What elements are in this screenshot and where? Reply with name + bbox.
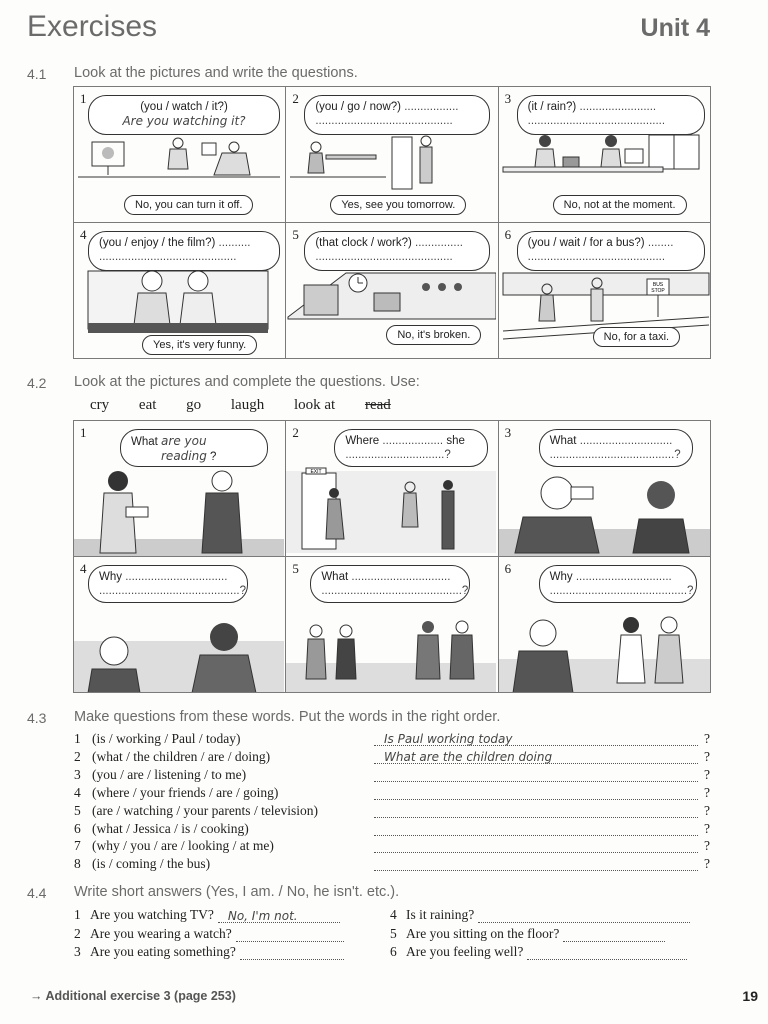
answer-bubble: Yes, it's very funny.	[142, 335, 257, 355]
question-start: Why	[99, 571, 122, 583]
panel-number: 4	[80, 227, 87, 242]
answer-field[interactable]	[374, 803, 698, 818]
panel-4-2-1	[74, 421, 285, 556]
question-bubble	[120, 429, 268, 467]
prompt: (that clock / work?)	[315, 237, 412, 249]
question-mark: ?	[704, 731, 710, 746]
word-list: (what / Jessica / is / cooking)	[92, 820, 249, 836]
answer-line: .............................	[579, 435, 673, 447]
question-end: ?	[687, 585, 694, 598]
panel-4-2-3	[499, 421, 710, 556]
answer-line: ...............................	[351, 571, 451, 583]
answer-bubble: No, not at the moment.	[553, 195, 687, 215]
answer-line-2: ...............................?	[345, 449, 451, 462]
question-text: Is it raining?	[406, 907, 475, 922]
exercise-4-4-instruction: Write short answers (Yes, I am. / No, he isn't. etc.).	[74, 884, 400, 900]
short-answer-item	[74, 944, 344, 960]
word-laugh: laugh	[230, 397, 265, 413]
word-list: (is / working / Paul / today)	[92, 731, 241, 746]
handwritten-answer: are you	[161, 434, 207, 448]
short-answer-item	[74, 907, 340, 923]
question-row	[74, 856, 710, 874]
exit-sign-text: EXIT	[310, 469, 322, 475]
handwritten-answer: No, I'm not.	[227, 909, 298, 923]
answer-field[interactable]	[374, 856, 698, 871]
scene-illustration	[286, 133, 496, 195]
question-start: Where	[345, 435, 380, 447]
answer-field[interactable]	[527, 946, 687, 960]
panel-4-2-5	[286, 557, 497, 692]
panel-4-1-1	[74, 87, 285, 222]
panel-number: 1	[80, 425, 87, 440]
handwritten-answer: Are you watching it?	[122, 114, 246, 129]
answer-field[interactable]	[478, 909, 690, 923]
bus-stop-sign-text-2: STOP	[650, 288, 665, 294]
answer-line: ........................	[579, 101, 657, 113]
question-text: Are you watching TV?	[90, 907, 214, 922]
answer-line-2: ...........................................?	[549, 585, 694, 598]
question-text: Are you sitting on the floor?	[406, 925, 560, 941]
question-end: ?	[444, 449, 451, 462]
item-number: 5	[74, 802, 81, 818]
answer-field[interactable]	[236, 928, 344, 942]
word-box	[90, 397, 417, 414]
question-row	[74, 785, 710, 803]
answer-field[interactable]	[374, 767, 698, 782]
panel-number: 3	[504, 425, 512, 440]
short-answer-item	[390, 926, 665, 942]
scene-illustration	[74, 603, 284, 692]
scene-illustration	[499, 133, 710, 195]
question-bubble	[334, 429, 488, 467]
answer-field[interactable]	[240, 946, 344, 960]
question-mark: ?	[704, 802, 710, 818]
answer-field[interactable]	[218, 909, 340, 923]
page-title: Exercises	[27, 10, 158, 43]
question-start: What	[549, 435, 577, 447]
short-answer-item	[390, 907, 690, 923]
question-row	[74, 821, 710, 839]
item-number: 1	[74, 731, 81, 746]
panel-4-1-4	[74, 223, 285, 358]
panel-4-2-4	[74, 557, 285, 692]
short-answer-item	[390, 944, 687, 960]
answer-line-2: ...........................................	[99, 251, 237, 264]
item-number: 4	[74, 784, 81, 800]
answer-line-2: ...........................................	[527, 251, 666, 264]
word-list: (you / are / listening / to me)	[92, 766, 247, 782]
prompt: (you / watch / it?)	[140, 101, 228, 113]
question-text: Are you eating something?	[90, 944, 236, 959]
answer-line-2: ...........................................	[315, 251, 453, 264]
question-bubble	[304, 95, 490, 135]
question-mark: ?	[704, 784, 710, 800]
answer-line-2: ...........................................	[527, 115, 666, 128]
question-row	[74, 838, 710, 856]
question-mark: ?	[704, 748, 710, 764]
question-row	[74, 767, 710, 785]
answer-line: ........	[647, 237, 674, 249]
scene-illustration	[499, 467, 710, 556]
panel-number: 5	[292, 561, 299, 576]
answer-line: ...................	[382, 435, 444, 447]
word-look-at: look at	[293, 397, 336, 413]
item-number: 8	[74, 856, 81, 872]
panel-4-2-6	[499, 557, 710, 692]
word-eat: eat	[138, 397, 157, 413]
item-number: 6	[74, 820, 81, 836]
scene-illustration	[74, 467, 284, 556]
item-number: 5	[390, 925, 397, 941]
answer-field[interactable]	[374, 838, 698, 853]
scene-illustration	[286, 603, 496, 692]
question-mid: she	[446, 435, 465, 447]
word-go: go	[186, 397, 202, 413]
panel-4-1-6	[499, 223, 710, 358]
answer-field[interactable]	[563, 928, 665, 942]
word-read-crossed: read	[364, 397, 391, 413]
question-bubble	[539, 565, 697, 603]
answer-line: .................	[404, 101, 459, 113]
question-mark: ?	[704, 856, 710, 872]
handwritten-answer: Is Paul working today	[384, 732, 513, 746]
item-number: 3	[74, 766, 81, 782]
item-number: 7	[74, 838, 81, 854]
additional-exercise-link[interactable]: → Additional exercise 3 (page 253)	[30, 989, 236, 1003]
page-number: 19	[742, 988, 758, 1004]
answer-field[interactable]	[374, 731, 698, 746]
question-bubble	[517, 95, 705, 135]
question-mark: ?	[704, 838, 710, 854]
question-end: ?	[461, 585, 469, 598]
panel-4-1-5	[286, 223, 497, 358]
answer-line-2: .......................................?	[549, 449, 681, 462]
question-bubble	[304, 231, 490, 271]
item-number: 2	[74, 925, 81, 941]
panel-number: 1	[80, 91, 87, 106]
question-bubble	[539, 429, 693, 467]
word-list: (is / coming / the bus)	[92, 856, 211, 872]
exercise-4-1-grid	[73, 86, 711, 359]
question-text: Are you feeling well?	[406, 944, 524, 959]
question-row	[74, 749, 710, 767]
question-end: ?	[210, 451, 217, 464]
question-text: Are you wearing a watch?	[90, 925, 232, 941]
panel-number: 6	[504, 561, 512, 576]
panel-number: 4	[80, 561, 87, 576]
item-number: 1	[74, 907, 81, 922]
exercise-4-2-grid	[73, 420, 711, 693]
exercise-4-1-number: 4.1	[27, 66, 47, 82]
prompt: (you / enjoy / the film?)	[99, 237, 216, 249]
question-bubble	[88, 565, 248, 603]
question-mark: ?	[704, 766, 710, 782]
answer-line: ..........	[218, 237, 251, 249]
question-mark: ?	[704, 820, 710, 836]
answer-field[interactable]	[374, 821, 698, 836]
question-bubble	[88, 95, 280, 135]
question-row	[74, 731, 710, 749]
word-list: (are / watching / your parents / television)	[92, 802, 319, 818]
bus-stop-sign-text: BUS	[652, 282, 663, 288]
scene-illustration	[286, 467, 496, 556]
word-list: (where / your friends / are / going)	[92, 784, 279, 800]
item-number: 4	[390, 907, 397, 922]
answer-line-2: ...........................................	[315, 115, 453, 128]
item-number: 6	[390, 944, 397, 959]
panel-number: 2	[292, 425, 299, 440]
question-end: ?	[239, 585, 246, 598]
unit-label: Unit 4	[640, 14, 710, 42]
short-answer-item	[74, 926, 344, 942]
answer-field[interactable]	[374, 785, 698, 800]
panel-4-2-2	[286, 421, 497, 556]
panel-number: 5	[292, 227, 299, 242]
handwritten-answer-2: reading	[161, 449, 207, 464]
answer-bubble: No, you can turn it off.	[124, 195, 253, 215]
answer-field[interactable]	[374, 749, 698, 764]
exercise-4-3-number: 4.3	[27, 710, 47, 726]
panel-4-1-3	[499, 87, 710, 222]
prompt: (you / go / now?)	[315, 101, 401, 113]
question-bubble	[88, 231, 280, 271]
exercise-4-4-number: 4.4	[27, 885, 47, 901]
item-number: 3	[74, 944, 81, 959]
question-bubble	[310, 565, 470, 603]
answer-line: ................................	[125, 571, 228, 583]
panel-number: 6	[504, 227, 512, 242]
scene-illustration	[74, 137, 284, 199]
word-list: (why / you / are / looking / at me)	[92, 838, 274, 854]
exercise-4-1-instruction: Look at the pictures and write the questions.	[74, 65, 358, 81]
question-end: ?	[674, 449, 681, 462]
prompt: (it / rain?)	[527, 101, 577, 113]
panel-number: 3	[504, 91, 512, 106]
answer-line: ...............	[415, 237, 463, 249]
word-list: (what / the children / are / doing)	[92, 748, 271, 764]
answer-bubble: Yes, see you tomorrow.	[330, 195, 466, 215]
question-row	[74, 803, 710, 821]
question-bubble	[517, 231, 705, 271]
handwritten-answer: What are the children doing	[384, 749, 553, 764]
question-start: Why	[549, 571, 573, 583]
question-start: What	[131, 436, 158, 448]
answer-line-2: ............................................?	[99, 585, 246, 598]
exercise-4-3-instruction: Make questions from these words. Put the words in the right order.	[74, 709, 501, 725]
answer-line: ..............................	[575, 571, 672, 583]
scene-illustration	[499, 603, 710, 692]
panel-number: 2	[292, 91, 299, 106]
exercise-4-2-instruction: Look at the pictures and complete the questions. Use:	[74, 374, 420, 390]
prompt: (you / wait / for a bus?)	[527, 237, 645, 249]
answer-bubble: No, for a taxi.	[593, 327, 680, 347]
panel-4-1-2	[286, 87, 497, 222]
item-number: 2	[74, 748, 81, 764]
question-start: What	[321, 571, 349, 583]
answer-bubble: No, it's broken.	[386, 325, 481, 345]
exercise-4-2-number: 4.2	[27, 375, 47, 391]
answer-line-2: ............................................?	[321, 585, 469, 598]
word-cry: cry	[90, 397, 110, 413]
